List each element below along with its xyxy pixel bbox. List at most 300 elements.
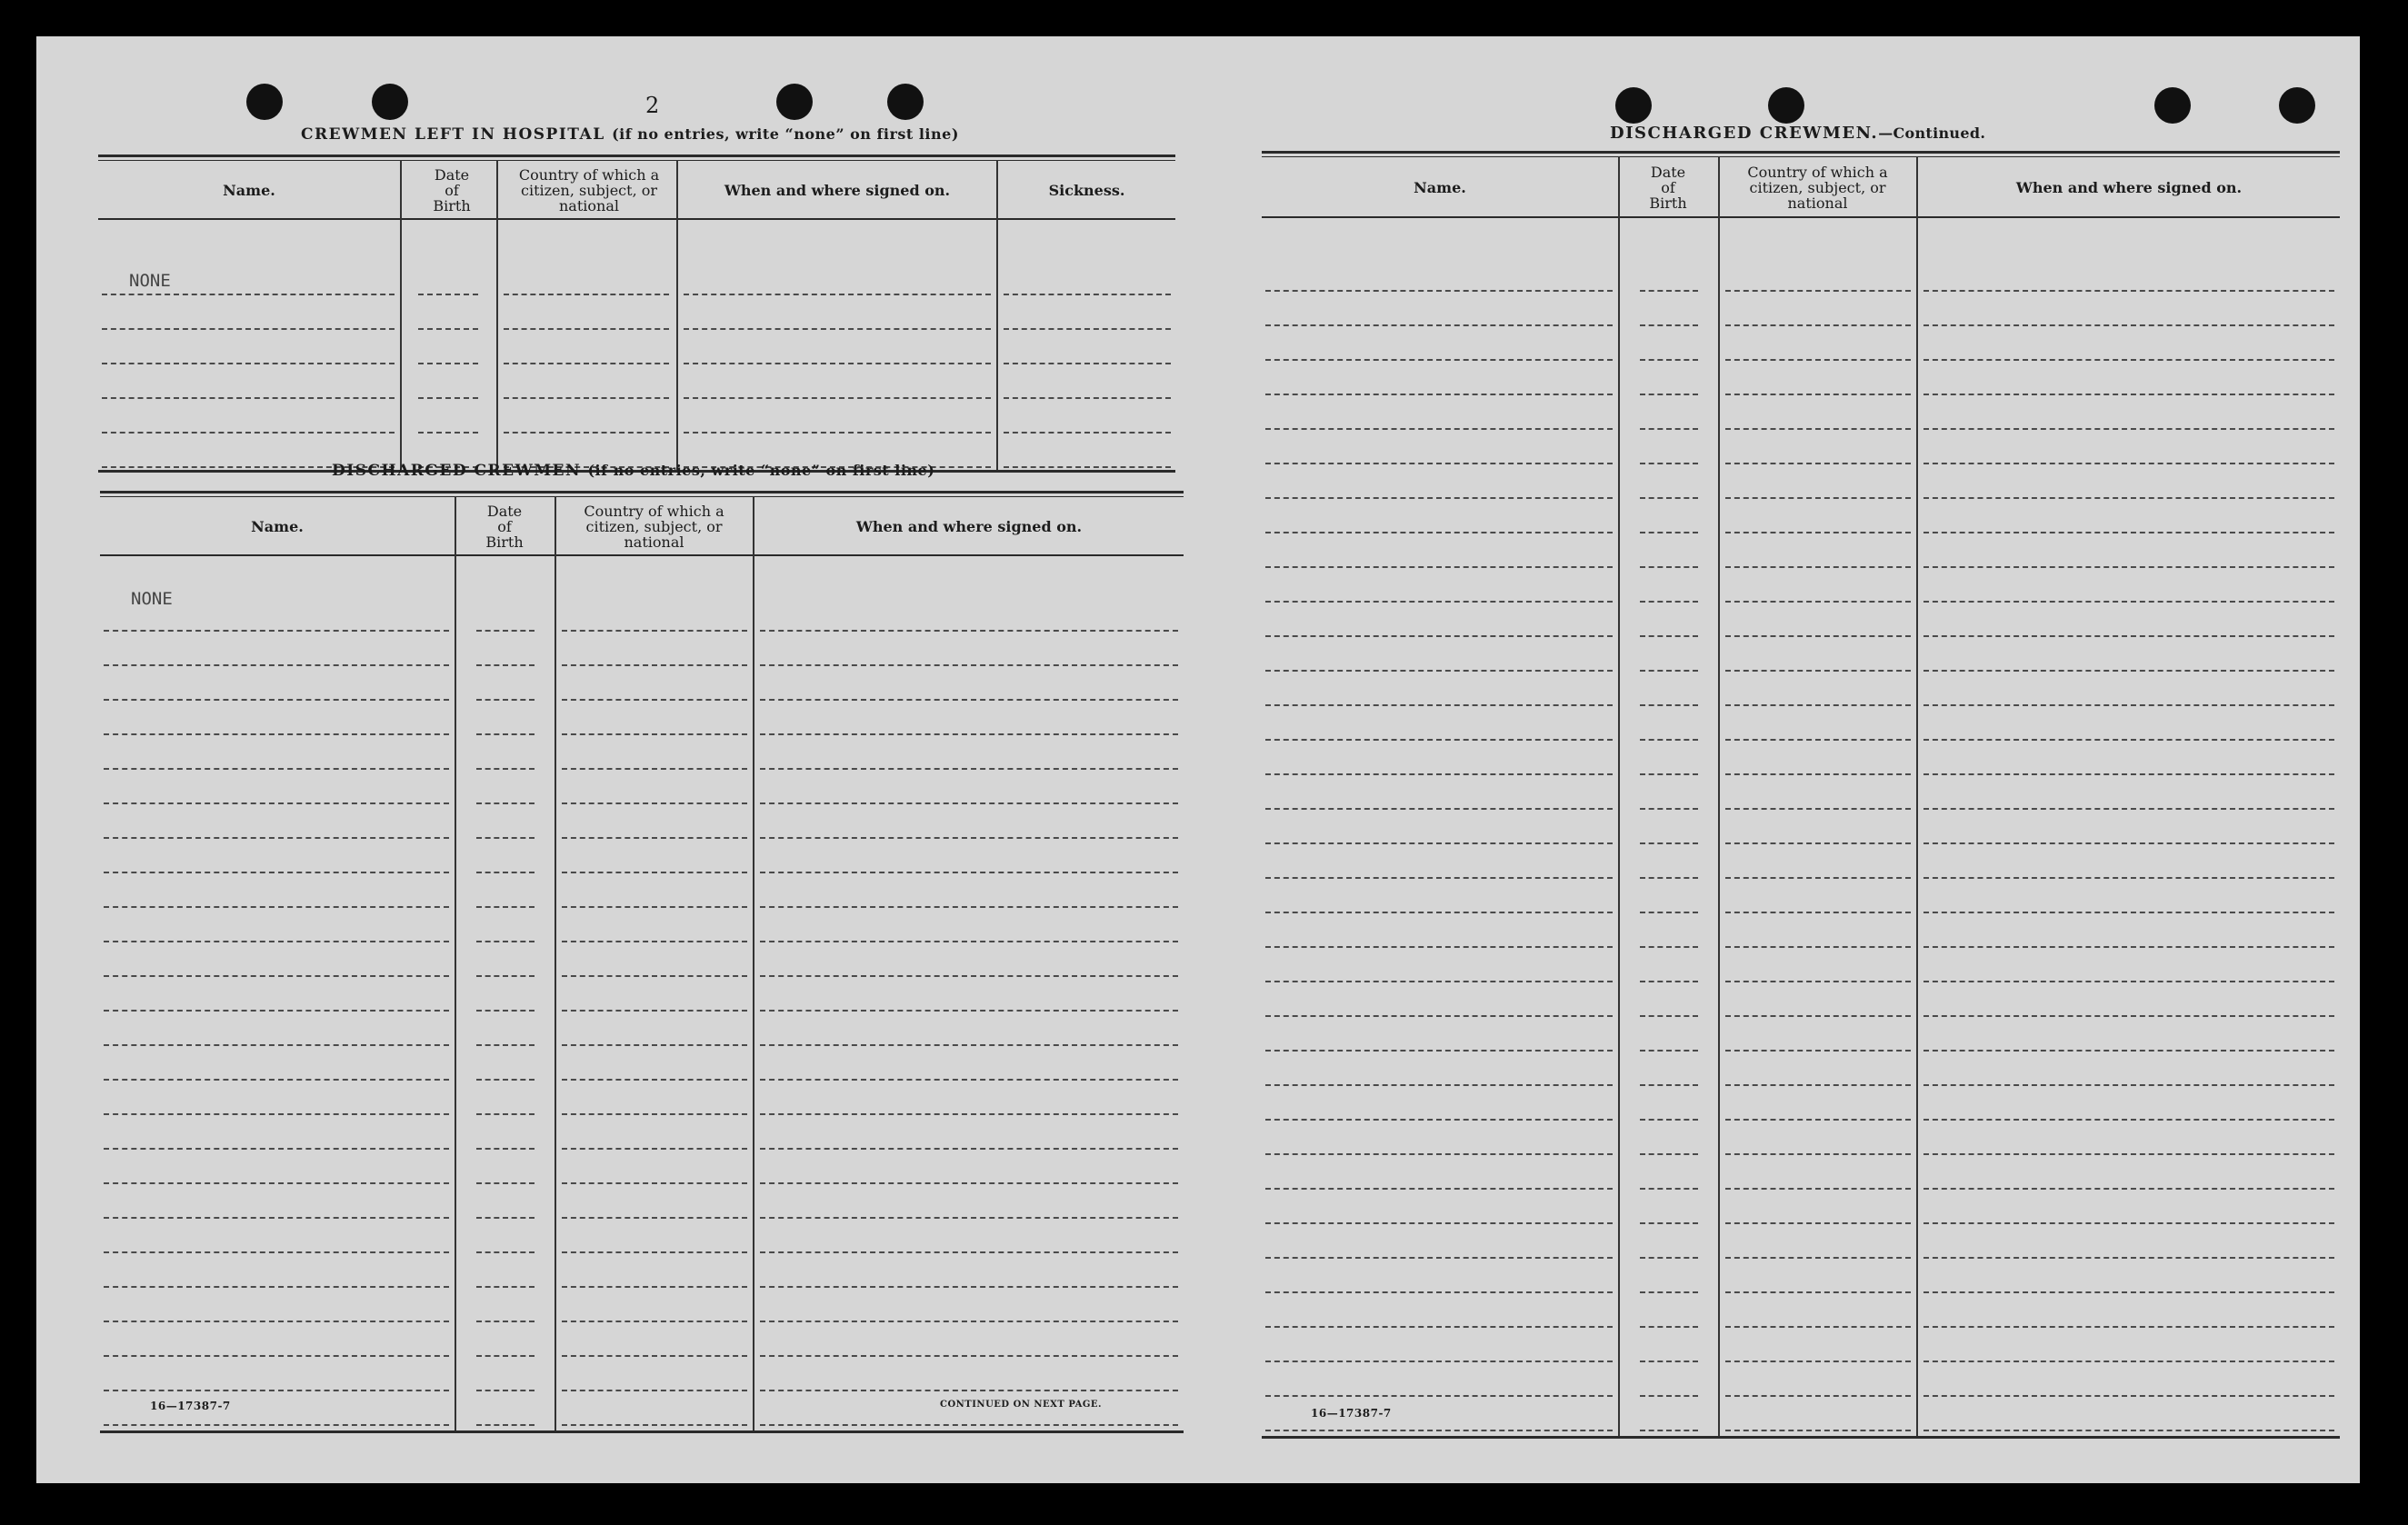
- entry-line: [1265, 704, 1613, 706]
- entry-line: [1640, 1153, 1698, 1155]
- entry-line: [1640, 946, 1698, 948]
- entry-line: [476, 664, 535, 666]
- entry-line: [1640, 497, 1698, 499]
- entry-line: [1725, 912, 1911, 913]
- entry-line: [1265, 946, 1613, 948]
- form-number: 16—17387-7: [150, 1400, 231, 1412]
- entry-line: [1923, 1291, 2334, 1293]
- table-top-rule: [1262, 156, 2340, 157]
- entry-line: [104, 1113, 449, 1115]
- entry-line: [1923, 1395, 2334, 1397]
- entry-line: [760, 630, 1178, 632]
- entry-line: [1640, 1084, 1698, 1086]
- entry-line: [1265, 670, 1613, 672]
- entry-line: [1265, 912, 1613, 913]
- entry-line: [1923, 290, 2334, 292]
- entry-line: [476, 1390, 535, 1391]
- entry-line: [1725, 1257, 1911, 1259]
- entry-line: [476, 1182, 535, 1184]
- table-top-rule: [100, 491, 1184, 493]
- entry-line: [104, 1251, 449, 1253]
- entry-line: [1004, 397, 1171, 399]
- entry-line: [760, 1217, 1178, 1219]
- discharged-continued-table: [1262, 151, 2340, 1441]
- entry-line: [562, 733, 747, 735]
- punch-hole: [1768, 87, 1804, 124]
- entry-line: [562, 664, 747, 666]
- entry-line: [562, 1251, 747, 1253]
- entry-line: [1640, 981, 1698, 982]
- entry-line: [1923, 463, 2334, 464]
- entry-line: [504, 294, 669, 295]
- entry-line: [760, 664, 1178, 666]
- entry-line: [1923, 808, 2334, 810]
- entry-line: [760, 1113, 1178, 1115]
- entry-line: [1923, 1257, 2334, 1259]
- entry-line: [476, 630, 535, 632]
- entry-line: [1923, 1084, 2334, 1086]
- entry-line: [504, 328, 669, 330]
- entry-line: [1004, 432, 1171, 434]
- entry-line: [684, 328, 991, 330]
- entry-line: [562, 1044, 747, 1046]
- entry-line: [562, 1113, 747, 1115]
- entry-line: [1640, 1291, 1698, 1293]
- entry-line: [684, 397, 991, 399]
- entry-line: [1265, 1084, 1613, 1086]
- entry-line: [1725, 428, 1911, 430]
- entry-line: [1725, 532, 1911, 533]
- entry-line: [1265, 808, 1613, 810]
- entry-line: [476, 906, 535, 908]
- entry-line: [562, 906, 747, 908]
- punch-hole: [887, 84, 924, 120]
- entry-line: [1923, 324, 2334, 326]
- entry-line: [562, 768, 747, 770]
- entry-line: [1725, 324, 1911, 326]
- entry-line: [1725, 601, 1911, 603]
- entry-line: [1923, 670, 2334, 672]
- entry-line: [1923, 532, 2334, 533]
- entry-line: [562, 975, 747, 977]
- entry-line: [476, 975, 535, 977]
- discharged-continued-title: [1610, 124, 1985, 143]
- column-header-date-of-birth: Date of Birth: [485, 502, 524, 551]
- entry-line: [1725, 1050, 1911, 1052]
- entry-line: [1725, 497, 1911, 499]
- entry-line: [1725, 1291, 1911, 1293]
- discharged-note: (if no entries, write “none” on first line): [587, 462, 935, 479]
- entry-line: [1640, 290, 1698, 292]
- entry-line: [102, 294, 395, 295]
- entry-line: [1265, 842, 1613, 844]
- entry-line: [1725, 635, 1911, 637]
- entry-line: [476, 837, 535, 839]
- punch-hole: [1615, 87, 1652, 124]
- entry-line: [1265, 1153, 1613, 1155]
- entry-line: [104, 768, 449, 770]
- entry-line: [1923, 946, 2334, 948]
- entry-line: [102, 363, 395, 364]
- entry-line: [684, 432, 991, 434]
- entry-line: [1923, 1222, 2334, 1224]
- entry-line: [1640, 601, 1698, 603]
- column-header-date-of-birth: Date of Birth: [433, 165, 471, 214]
- hospital-title: CREWMEN LEFT IN HOSPITAL: [301, 125, 605, 144]
- first-entry-none: NONE: [129, 271, 171, 291]
- punch-hole: [776, 84, 813, 120]
- entry-line: [1265, 566, 1613, 568]
- column-header-sickness: Sickness.: [1048, 181, 1125, 199]
- table-bottom-rule: [100, 1430, 1184, 1433]
- entry-line: [1725, 739, 1911, 741]
- entry-line: [1923, 1050, 2334, 1052]
- entry-line: [760, 1424, 1178, 1426]
- entry-line: [1923, 842, 2334, 844]
- discharged-table: [100, 491, 1184, 1434]
- entry-line: [1640, 1395, 1698, 1397]
- column-divider: [753, 496, 754, 1430]
- entry-line: [476, 1113, 535, 1115]
- entry-line: [1923, 428, 2334, 430]
- entry-line: [1725, 290, 1911, 292]
- entry-line: [760, 699, 1178, 701]
- entry-line: [1725, 981, 1911, 982]
- entry-line: [760, 872, 1178, 873]
- entry-line: [104, 699, 449, 701]
- entry-line: [504, 397, 669, 399]
- entry-line: [476, 802, 535, 804]
- entry-line: [1725, 1222, 1911, 1224]
- discharged-section-title: [332, 462, 934, 480]
- table-top-rule: [98, 154, 1175, 157]
- entry-line: [1640, 394, 1698, 395]
- entry-line: [104, 1424, 449, 1426]
- entry-line: [1923, 1326, 2334, 1328]
- entry-line: [1265, 1050, 1613, 1052]
- entry-line: [684, 294, 991, 295]
- column-divider: [1916, 156, 1918, 1436]
- entry-line: [562, 802, 747, 804]
- entry-line: [1640, 1050, 1698, 1052]
- table-top-rule: [1262, 151, 2340, 154]
- entry-line: [1725, 1084, 1911, 1086]
- entry-line: [1265, 635, 1613, 637]
- entry-line: [1265, 1119, 1613, 1121]
- entry-line: [1640, 532, 1698, 533]
- first-entry-none: NONE: [131, 589, 173, 609]
- entry-line: [418, 397, 478, 399]
- continued-label: —Continued.: [1878, 125, 1986, 142]
- entry-line: [104, 733, 449, 735]
- entry-line: [1004, 328, 1171, 330]
- entry-line: [1265, 1257, 1613, 1259]
- entry-line: [1725, 1119, 1911, 1121]
- entry-line: [760, 1355, 1178, 1357]
- entry-line: [1640, 1430, 1698, 1431]
- form-page: [36, 36, 2360, 1483]
- entry-line: [1923, 981, 2334, 982]
- entry-line: [1725, 394, 1911, 395]
- entry-line: [504, 432, 669, 434]
- entry-line: [1265, 1222, 1613, 1224]
- entry-line: [1265, 394, 1613, 395]
- entry-line: [1923, 739, 2334, 741]
- entry-line: [562, 699, 747, 701]
- punch-hole: [2154, 87, 2191, 124]
- entry-line: [562, 1079, 747, 1081]
- entry-line: [104, 1079, 449, 1081]
- hospital-section-title: [301, 125, 959, 144]
- column-header-country: Country of which a citizen, subject, or national: [518, 165, 660, 214]
- entry-line: [1640, 1222, 1698, 1224]
- entry-line: [1640, 842, 1698, 844]
- entry-line: [1923, 912, 2334, 913]
- entry-line: [1640, 566, 1698, 568]
- entry-line: [104, 1182, 449, 1184]
- entry-line: [1923, 773, 2334, 775]
- entry-line: [476, 941, 535, 942]
- entry-line: [476, 1010, 535, 1012]
- table-header-rule: [1262, 216, 2340, 218]
- entry-line: [504, 363, 669, 364]
- entry-line: [760, 1286, 1178, 1288]
- entry-line: [1725, 566, 1911, 568]
- column-divider: [400, 160, 402, 470]
- entry-line: [104, 1286, 449, 1288]
- column-header-date-of-birth: Date of Birth: [1649, 163, 1687, 212]
- entry-line: [476, 699, 535, 701]
- entry-line: [1640, 1361, 1698, 1362]
- entry-line: [562, 941, 747, 942]
- entry-line: [1640, 912, 1698, 913]
- discharged-title: DISCHARGED CREWMEN: [332, 462, 582, 480]
- discharged-continued-heading: DISCHARGED CREWMEN.: [1610, 124, 1879, 143]
- table-header-rule: [98, 218, 1175, 220]
- entry-line: [760, 1390, 1178, 1391]
- entry-line: [1265, 428, 1613, 430]
- entry-line: [1725, 359, 1911, 361]
- entry-line: [1725, 808, 1911, 810]
- entry-line: [760, 1044, 1178, 1046]
- column-header-signed-on: When and where signed on.: [2015, 178, 2243, 196]
- entry-line: [1923, 359, 2334, 361]
- column-header-country: Country of which a citizen, subject, or national: [584, 502, 724, 551]
- column-header-name: Name.: [251, 517, 304, 535]
- entry-line: [1725, 773, 1911, 775]
- entry-line: [418, 432, 478, 434]
- entry-line: [1725, 1188, 1911, 1190]
- entry-line: [1923, 635, 2334, 637]
- entry-line: [476, 1148, 535, 1150]
- entry-line: [1265, 532, 1613, 533]
- entry-line: [1004, 363, 1171, 364]
- entry-line: [1640, 808, 1698, 810]
- entry-line: [1725, 842, 1911, 844]
- entry-line: [104, 1390, 449, 1391]
- entry-line: [476, 872, 535, 873]
- entry-line: [1640, 359, 1698, 361]
- entry-line: [1640, 1326, 1698, 1328]
- entry-line: [418, 363, 478, 364]
- column-divider: [1618, 156, 1620, 1436]
- entry-line: [1923, 394, 2334, 395]
- entry-line: [1640, 1188, 1698, 1190]
- entry-line: [562, 872, 747, 873]
- punch-hole: [2279, 87, 2315, 124]
- entry-line: [104, 1355, 449, 1357]
- entry-line: [102, 328, 395, 330]
- entry-line: [1265, 981, 1613, 982]
- entry-line: [562, 1424, 747, 1426]
- entry-line: [1725, 1361, 1911, 1362]
- entry-line: [562, 1286, 747, 1288]
- entry-line: [1725, 1153, 1911, 1155]
- entry-line: [760, 975, 1178, 977]
- entry-line: [1640, 324, 1698, 326]
- entry-line: [1923, 601, 2334, 603]
- entry-line: [1004, 294, 1171, 295]
- table-header-rule: [100, 554, 1184, 556]
- entry-line: [1265, 601, 1613, 603]
- entry-line: [760, 1182, 1178, 1184]
- entry-line: [1265, 1326, 1613, 1328]
- entry-line: [476, 733, 535, 735]
- entry-line: [562, 1390, 747, 1391]
- entry-line: [1923, 704, 2334, 706]
- page-number: 2: [645, 93, 660, 118]
- table-bottom-rule: [1262, 1436, 2340, 1439]
- entry-line: [562, 837, 747, 839]
- entry-line: [104, 872, 449, 873]
- entry-line: [1640, 877, 1698, 879]
- entry-line: [684, 363, 991, 364]
- punch-hole: [246, 84, 283, 120]
- entry-line: [1265, 497, 1613, 499]
- entry-line: [476, 1044, 535, 1046]
- entry-line: [1265, 1291, 1613, 1293]
- entry-line: [1725, 877, 1911, 879]
- entry-line: [562, 1355, 747, 1357]
- entry-line: [476, 1251, 535, 1253]
- entry-line: [102, 397, 395, 399]
- column-header-signed-on: When and where signed on.: [855, 517, 1083, 535]
- table-top-rule: [98, 160, 1175, 161]
- entry-line: [760, 941, 1178, 942]
- entry-line: [1923, 1015, 2334, 1017]
- entry-line: [760, 1251, 1178, 1253]
- entry-line: [104, 975, 449, 977]
- continued-on-next-page: CONTINUED ON NEXT PAGE.: [940, 1400, 1103, 1410]
- entry-line: [1725, 1326, 1911, 1328]
- entry-line: [476, 1079, 535, 1081]
- entry-line: [1265, 1395, 1613, 1397]
- entry-line: [1725, 1015, 1911, 1017]
- entry-line: [562, 1321, 747, 1322]
- entry-line: [1725, 670, 1911, 672]
- entry-line: [1004, 466, 1171, 468]
- entry-line: [1640, 1015, 1698, 1017]
- column-divider: [555, 496, 556, 1430]
- entry-line: [1265, 463, 1613, 464]
- column-header-signed-on: When and where signed on.: [724, 181, 951, 199]
- entry-line: [1725, 704, 1911, 706]
- column-header-name: Name.: [1414, 178, 1466, 196]
- entry-line: [104, 664, 449, 666]
- entry-line: [104, 630, 449, 632]
- entry-line: [104, 1217, 449, 1219]
- entry-line: [760, 733, 1178, 735]
- entry-line: [1725, 463, 1911, 464]
- entry-line: [1265, 324, 1613, 326]
- entry-line: [760, 837, 1178, 839]
- entry-line: [1923, 877, 2334, 879]
- entry-line: [1640, 704, 1698, 706]
- entry-line: [1265, 739, 1613, 741]
- entry-line: [1923, 1119, 2334, 1121]
- entry-line: [1640, 1257, 1698, 1259]
- column-divider: [455, 496, 456, 1430]
- entry-line: [1265, 1015, 1613, 1017]
- entry-line: [476, 1424, 535, 1426]
- entry-line: [1923, 1361, 2334, 1362]
- entry-line: [1265, 1188, 1613, 1190]
- entry-line: [760, 802, 1178, 804]
- entry-line: [476, 1321, 535, 1322]
- entry-line: [104, 1044, 449, 1046]
- column-divider: [496, 160, 498, 470]
- entry-line: [476, 1355, 535, 1357]
- entry-line: [418, 294, 478, 295]
- entry-line: [562, 1010, 747, 1012]
- entry-line: [1923, 497, 2334, 499]
- entry-line: [1725, 1395, 1911, 1397]
- entry-line: [1923, 1188, 2334, 1190]
- entry-line: [562, 1217, 747, 1219]
- table-top-rule: [100, 496, 1184, 497]
- entry-line: [1265, 773, 1613, 775]
- entry-line: [1725, 946, 1911, 948]
- column-divider: [1718, 156, 1720, 1436]
- entry-line: [760, 768, 1178, 770]
- entry-line: [760, 1148, 1178, 1150]
- entry-line: [760, 1321, 1178, 1322]
- entry-line: [1923, 1153, 2334, 1155]
- column-header-name: Name.: [223, 181, 275, 199]
- entry-line: [104, 906, 449, 908]
- entry-line: [562, 630, 747, 632]
- entry-line: [476, 768, 535, 770]
- entry-line: [1640, 463, 1698, 464]
- entry-line: [1265, 359, 1613, 361]
- entry-line: [1640, 635, 1698, 637]
- entry-line: [760, 1010, 1178, 1012]
- entry-line: [476, 1217, 535, 1219]
- entry-line: [104, 802, 449, 804]
- entry-line: [104, 1148, 449, 1150]
- punch-hole: [372, 84, 408, 120]
- entry-line: [1640, 1119, 1698, 1121]
- entry-line: [760, 1079, 1178, 1081]
- entry-line: [476, 1286, 535, 1288]
- entry-line: [1640, 739, 1698, 741]
- entry-line: [1265, 1361, 1613, 1362]
- entry-line: [104, 941, 449, 942]
- entry-line: [1923, 566, 2334, 568]
- hospital-note: (if no entries, write “none” on first line): [612, 125, 959, 143]
- entry-line: [1640, 670, 1698, 672]
- entry-line: [1725, 1430, 1911, 1431]
